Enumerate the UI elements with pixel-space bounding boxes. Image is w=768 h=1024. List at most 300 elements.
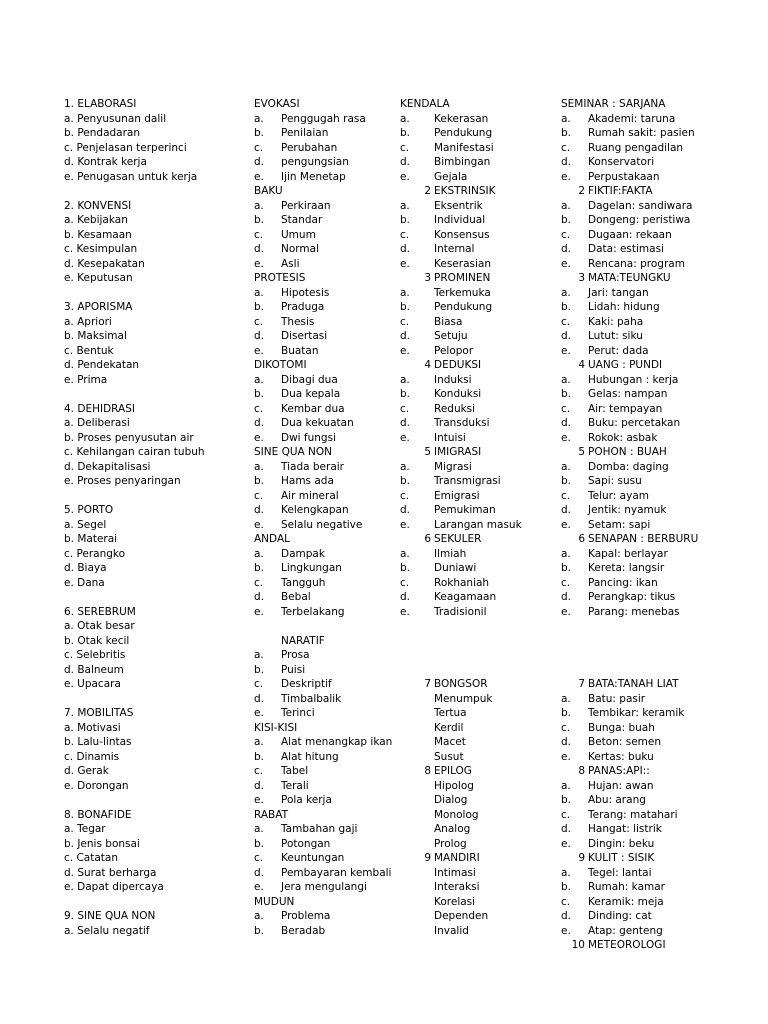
- option-text: Sapi: susu: [588, 475, 642, 487]
- question-line: [400, 561, 555, 576]
- question-line: [254, 706, 396, 721]
- line-text: d. Pendekatan: [64, 359, 140, 371]
- option-text: Tegel: lantai: [588, 866, 652, 879]
- question-line: [400, 460, 555, 475]
- column-1: [64, 97, 250, 938]
- option-marker: a.: [400, 286, 410, 299]
- option-text: Kertas: buku: [588, 750, 654, 763]
- line-text: PROTESIS: [254, 272, 306, 284]
- question-line: [64, 561, 250, 576]
- option-marker: d.: [254, 779, 265, 792]
- option-text: Normal: [281, 243, 319, 255]
- option-text: Rokhaniah: [434, 576, 490, 589]
- option-marker: e.: [254, 518, 264, 531]
- question-line: [400, 895, 555, 910]
- option-marker: c.: [561, 576, 571, 589]
- question-line: [400, 721, 555, 736]
- option-marker: b.: [561, 301, 572, 313]
- line-text: c. Kesimpulan: [64, 243, 138, 255]
- option-marker: e.: [254, 794, 264, 806]
- line-text: b. Lalu-lintas: [64, 736, 132, 748]
- option-marker: e.: [400, 518, 410, 531]
- question-line: [254, 924, 396, 939]
- line-text: NARATIF: [281, 634, 325, 647]
- question-line: [254, 895, 396, 910]
- question-line: [254, 822, 396, 837]
- option-text: Pendukung: [434, 301, 493, 313]
- option-text: Telur: ayam: [588, 489, 649, 502]
- option-marker: e.: [561, 837, 571, 850]
- option-text: Terang: matahari: [588, 808, 678, 821]
- line-text: c. Catatan: [64, 852, 118, 864]
- question-line: [561, 518, 649, 533]
- option-marker: a.: [400, 373, 410, 386]
- question-line: [400, 677, 555, 692]
- question-line: [561, 213, 691, 228]
- question-line: [561, 286, 649, 301]
- question-line: [400, 706, 555, 721]
- option-text: Hangat: listrik: [588, 823, 662, 835]
- option-text: Selalu negative: [281, 518, 363, 531]
- option-text: Perkiraan: [281, 199, 331, 212]
- question-line: [64, 822, 250, 837]
- option-text: MANDIRI: [434, 852, 480, 864]
- option-marker: a.: [561, 866, 571, 879]
- question-line: [64, 706, 250, 721]
- option-text: Transmigrasi: [434, 475, 501, 487]
- question-line: [561, 938, 666, 953]
- question-line: [561, 735, 662, 750]
- question-line: [400, 315, 555, 330]
- question-line: [254, 489, 396, 504]
- option-text: Dua kepala: [281, 388, 341, 400]
- question-line: [561, 329, 649, 344]
- question-line: [561, 924, 663, 939]
- option-marker: a.: [561, 286, 571, 299]
- question-line: [400, 300, 555, 315]
- question-line: [400, 155, 555, 170]
- question-line: [254, 431, 396, 446]
- option-text: Transduksi: [434, 417, 490, 429]
- option-text: Terkemuka: [434, 286, 491, 299]
- option-marker: b.: [561, 562, 572, 574]
- option-text: Duniawi: [434, 562, 477, 574]
- question-line: [400, 474, 555, 489]
- question-line: [254, 213, 396, 228]
- option-marker: a.: [254, 199, 264, 212]
- option-marker: e.: [561, 924, 571, 937]
- option-text: METEOROLOGI: [588, 939, 666, 951]
- question-line: [254, 808, 396, 823]
- question-line: [561, 155, 655, 170]
- question-line: [64, 837, 250, 852]
- line-text: 8. BONAFIDE: [64, 808, 132, 821]
- question-line: [400, 445, 555, 460]
- option-marker: a.: [254, 823, 264, 835]
- option-text: Kekerasan: [434, 112, 489, 125]
- question-line: [64, 141, 250, 156]
- option-marker: d.: [400, 591, 411, 603]
- question-line: [64, 764, 250, 779]
- option-marker: c.: [400, 141, 410, 154]
- question-line: [254, 866, 396, 881]
- question-line: [400, 590, 555, 605]
- question-line: [561, 445, 667, 460]
- question-line: [64, 286, 250, 301]
- option-text: Dibagi dua: [281, 373, 338, 386]
- option-text: Terali: [281, 779, 309, 792]
- option-text: Kembar dua: [281, 402, 345, 415]
- option-text: IMIGRASI: [434, 446, 482, 458]
- question-line: [64, 808, 250, 823]
- question-number: 4: [578, 359, 585, 371]
- question-line: [64, 721, 250, 736]
- option-text: Induksi: [434, 373, 472, 386]
- question-line: [254, 170, 396, 185]
- option-text: Tiada berair: [281, 460, 344, 473]
- option-text: Pendukung: [434, 127, 493, 139]
- option-text: Hams ada: [281, 475, 334, 487]
- question-line: [400, 271, 555, 286]
- option-marker: a.: [254, 910, 264, 922]
- question-line: [64, 271, 250, 286]
- option-text: Buku: percetakan: [588, 417, 681, 429]
- option-text: Rokok: asbak: [588, 431, 658, 444]
- line-text: d. Biaya: [64, 562, 107, 574]
- option-marker: c.: [561, 895, 571, 908]
- option-text: Rencana: program: [588, 257, 685, 270]
- line-text: EVOKASI: [254, 98, 300, 110]
- option-text: SEKULER: [434, 533, 482, 545]
- line-text: 1. ELABORASI: [64, 98, 137, 110]
- option-marker: a.: [400, 199, 410, 212]
- option-text: Migrasi: [434, 460, 472, 473]
- question-line: [254, 576, 396, 591]
- option-marker: e.: [561, 344, 571, 357]
- question-line: [254, 750, 396, 765]
- question-line: [561, 590, 676, 605]
- question-number: 7: [424, 678, 431, 690]
- option-text: Pancing: ikan: [588, 576, 658, 589]
- question-line: [400, 518, 555, 533]
- question-line: [400, 750, 555, 765]
- question-number: 5: [578, 446, 585, 458]
- option-marker: e.: [254, 707, 264, 719]
- question-line: [561, 619, 649, 634]
- question-line: [561, 808, 678, 823]
- option-text: BATA:TANAH LIAT: [588, 678, 679, 690]
- option-text: Timbalbalik: [281, 692, 342, 705]
- question-line: [254, 503, 396, 518]
- option-marker: c.: [254, 765, 264, 777]
- option-text: Hubungan : kerja: [588, 373, 679, 386]
- option-text: Air mineral: [281, 489, 339, 502]
- option-marker: a.: [561, 460, 571, 473]
- question-line: [254, 460, 396, 475]
- option-text: Thesis: [281, 315, 315, 328]
- question-line: [64, 750, 250, 765]
- option-text: Deskriptif: [281, 678, 332, 690]
- question-line: [254, 547, 396, 562]
- column-4: [561, 97, 699, 953]
- option-text: Gejala: [434, 170, 468, 183]
- question-line: [254, 286, 396, 301]
- line-text: b. Proses penyusutan air: [64, 431, 194, 444]
- line-text: d. Dekapitalisasi: [64, 460, 151, 473]
- question-line: [561, 764, 649, 779]
- question-line: [400, 213, 555, 228]
- question-line: [561, 387, 668, 402]
- line-text: RABAT: [254, 808, 289, 821]
- line-text: Prolog: [434, 837, 467, 850]
- option-text: Eksentrik: [434, 199, 483, 212]
- question-line: [400, 532, 555, 547]
- option-text: Konsensus: [434, 228, 490, 241]
- option-marker: b.: [400, 388, 411, 400]
- question-number: 6: [424, 533, 431, 545]
- option-marker: e.: [400, 431, 410, 444]
- column-3: [400, 97, 555, 938]
- line-text: a. Kebijakan: [64, 214, 128, 226]
- question-line: [254, 880, 396, 895]
- option-marker: c.: [254, 489, 264, 502]
- question-line: [254, 619, 396, 634]
- line-text: c. Dinamis: [64, 750, 120, 763]
- question-line: [400, 257, 555, 272]
- option-text: Terbelakang: [281, 605, 345, 618]
- option-text: Lidah: hidung: [588, 301, 660, 313]
- question-line: [64, 779, 250, 794]
- question-line: [400, 329, 555, 344]
- question-line: [64, 344, 250, 359]
- line-text: BAKU: [254, 185, 283, 197]
- line-text: e. Prima: [64, 373, 108, 386]
- option-text: Perangkap: tikus: [588, 591, 676, 603]
- option-marker: c.: [400, 228, 410, 241]
- line-text: Interaksi: [434, 881, 480, 893]
- option-marker: c.: [254, 228, 264, 241]
- question-number: 8: [578, 765, 585, 777]
- question-line: [254, 779, 396, 794]
- question-line: [254, 851, 396, 866]
- line-text: a. Otak besar: [64, 620, 135, 632]
- question-line: [254, 692, 396, 707]
- option-marker: b.: [561, 127, 572, 139]
- option-marker: e.: [400, 605, 410, 618]
- question-line: [561, 605, 680, 620]
- option-marker: d.: [254, 591, 265, 603]
- question-line: [400, 880, 555, 895]
- question-line: [254, 634, 396, 649]
- question-line: [400, 416, 555, 431]
- question-number: 9: [578, 852, 585, 864]
- option-marker: a.: [400, 112, 410, 125]
- option-text: Emigrasi: [434, 489, 480, 502]
- option-text: Dampak: [281, 547, 325, 560]
- question-line: [64, 329, 250, 344]
- question-line: [64, 895, 250, 910]
- line-text: Hipolog: [434, 779, 474, 792]
- question-number: 2: [424, 185, 431, 197]
- option-marker: d.: [254, 866, 265, 879]
- option-marker: a.: [400, 460, 410, 473]
- line-text: 2. KONVENSI: [64, 199, 132, 212]
- question-line: [64, 445, 250, 460]
- question-line: [400, 909, 555, 924]
- question-line: [254, 648, 396, 663]
- option-marker: b.: [561, 388, 572, 400]
- line-text: a. Apriori: [64, 315, 112, 328]
- question-line: [400, 228, 555, 243]
- question-line: [400, 648, 555, 663]
- question-line: [254, 199, 396, 214]
- option-marker: b.: [561, 475, 572, 487]
- question-line: [400, 286, 555, 301]
- option-marker: b.: [561, 881, 572, 893]
- option-marker: b.: [254, 475, 265, 487]
- question-line: [254, 837, 396, 852]
- option-marker: d.: [561, 591, 572, 603]
- question-line: [64, 576, 250, 591]
- option-text: Umum: [281, 228, 316, 241]
- line-text: Dialog: [434, 794, 468, 806]
- option-text: Alat hitung: [281, 750, 339, 763]
- question-line: [400, 170, 555, 185]
- question-line: [64, 880, 250, 895]
- option-marker: e.: [400, 257, 410, 270]
- option-text: Alat menangkap ikan: [281, 736, 393, 748]
- option-text: Puisi: [281, 663, 306, 676]
- option-text: Dwi fungsi: [281, 431, 336, 444]
- question-line: [400, 576, 555, 591]
- option-marker: b.: [254, 924, 265, 937]
- line-text: b. Otak kecil: [64, 634, 130, 647]
- line-text: Korelasi: [434, 895, 476, 908]
- option-text: Asli: [281, 257, 300, 270]
- question-line: [400, 242, 555, 257]
- question-line: [400, 692, 555, 707]
- question-line: [254, 373, 396, 388]
- option-text: PROMINEN: [434, 272, 491, 284]
- option-text: Ilmiah: [434, 547, 467, 560]
- option-text: Konservatori: [588, 156, 655, 168]
- option-text: Bebal: [281, 591, 311, 603]
- option-marker: e.: [400, 344, 410, 357]
- option-marker: a.: [561, 199, 571, 212]
- question-line: [561, 112, 676, 127]
- line-text: a. Segel: [64, 518, 107, 531]
- question-line: [64, 547, 250, 562]
- question-line: [254, 358, 396, 373]
- line-text: b. Jenis bonsai: [64, 837, 140, 850]
- question-line: [64, 213, 250, 228]
- option-marker: d.: [561, 156, 572, 168]
- question-line: [254, 416, 396, 431]
- question-line: [561, 851, 655, 866]
- option-text: Keserasian: [434, 257, 491, 270]
- option-marker: c.: [400, 315, 410, 328]
- question-line: [400, 822, 555, 837]
- question-number: 4: [424, 359, 431, 371]
- option-text: Individual: [434, 214, 486, 226]
- option-marker: e.: [254, 881, 264, 893]
- option-marker: d.: [254, 330, 265, 342]
- option-text: Akademi: taruna: [588, 112, 676, 125]
- question-line: [561, 344, 649, 359]
- option-marker: d.: [254, 243, 265, 255]
- question-line: [64, 257, 250, 272]
- line-text: e. Proses penyaringan: [64, 475, 181, 487]
- option-marker: c.: [561, 721, 571, 734]
- option-text: Hipotesis: [281, 286, 330, 299]
- option-text: Dua kekuatan: [281, 417, 354, 429]
- question-line: [561, 866, 652, 881]
- question-line: [561, 793, 649, 808]
- option-text: Kereta: langsir: [588, 562, 665, 574]
- option-text: Tabel: [281, 765, 309, 777]
- option-marker: c.: [254, 141, 264, 154]
- question-line: [400, 851, 555, 866]
- option-text: KULIT : SISIK: [588, 852, 655, 864]
- question-line: [561, 199, 693, 214]
- line-text: DIKOTOMI: [254, 359, 307, 371]
- option-marker: b.: [561, 707, 572, 719]
- line-text: Invalid: [434, 924, 469, 937]
- line-text: d. Balneum: [64, 663, 124, 676]
- question-line: [64, 373, 250, 388]
- line-text: Intimasi: [434, 866, 476, 879]
- option-text: BONGSOR: [434, 678, 488, 690]
- question-line: [64, 532, 250, 547]
- question-line: [254, 677, 396, 692]
- option-marker: b.: [254, 562, 265, 574]
- question-line: [400, 344, 555, 359]
- line-text: e. Dana: [64, 576, 105, 589]
- option-marker: a.: [254, 112, 264, 125]
- line-text: 5. PORTO: [64, 504, 114, 516]
- option-marker: b.: [254, 837, 265, 850]
- option-marker: d.: [561, 504, 572, 516]
- option-text: Penggugah rasa: [281, 112, 366, 125]
- question-line: [561, 880, 665, 895]
- option-marker: c.: [400, 402, 410, 415]
- option-marker: d.: [400, 156, 411, 168]
- question-line: [64, 735, 250, 750]
- question-line: [561, 895, 664, 910]
- option-marker: e.: [561, 750, 571, 763]
- question-line: [64, 851, 250, 866]
- option-text: Biasa: [434, 315, 463, 328]
- question-line: [254, 228, 396, 243]
- option-marker: c.: [561, 402, 571, 415]
- option-marker: d.: [254, 504, 265, 516]
- option-text: Beton: semen: [588, 736, 662, 748]
- option-marker: c.: [254, 576, 264, 589]
- question-line: [561, 460, 669, 475]
- question-line: [254, 300, 396, 315]
- line-text: b. Materai: [64, 533, 118, 545]
- option-text: Ijin Menetap: [281, 170, 346, 183]
- question-line: [254, 909, 396, 924]
- option-text: Beradab: [281, 924, 326, 937]
- question-line: [561, 706, 685, 721]
- question-line: [561, 141, 684, 156]
- option-text: MATA:TEUNGKU: [588, 272, 671, 284]
- question-line: [254, 329, 396, 344]
- option-text: Lingkungan: [281, 562, 342, 574]
- option-marker: b.: [254, 301, 265, 313]
- question-line: [254, 518, 396, 533]
